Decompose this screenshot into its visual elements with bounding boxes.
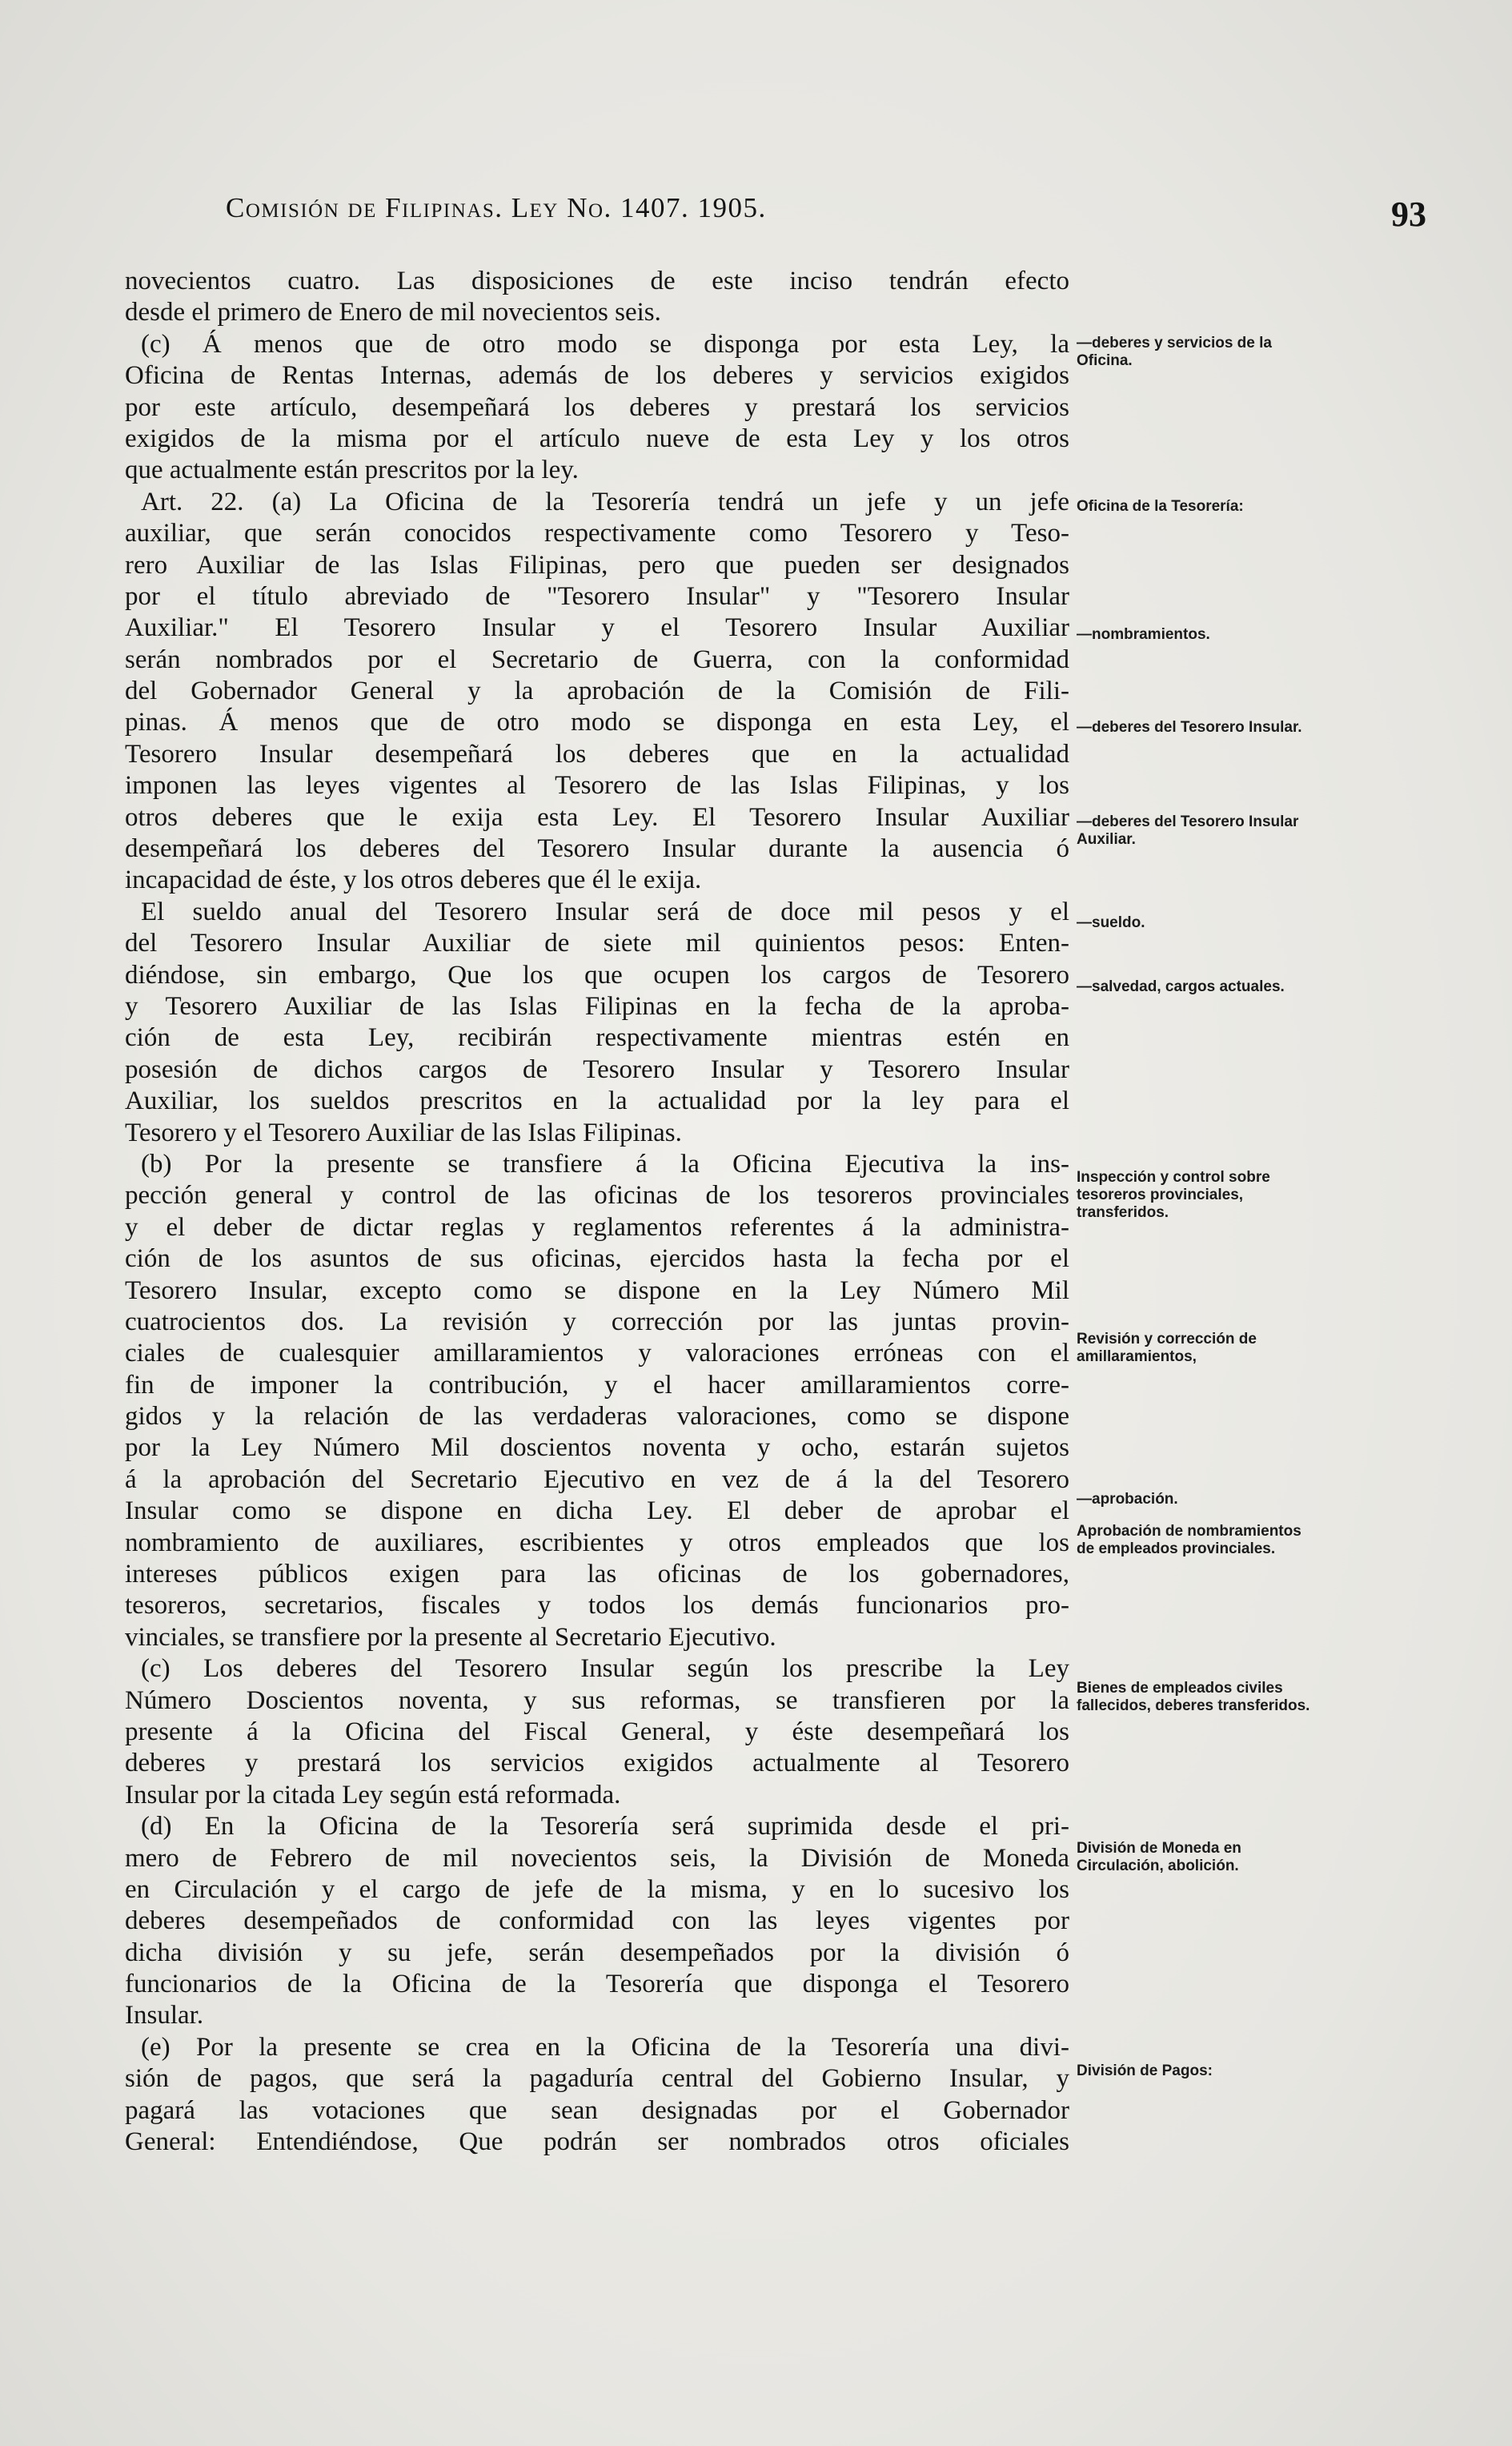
body-line: por el título abreviado de "Tesorero Insular" y "Tesorero Insular [125, 581, 1069, 611]
body-line: tesoreros, secretarios, fiscales y todos los demás funcionarios pro- [125, 1591, 1069, 1621]
body-line: (e) Por la presente se crea en la Oficina de la Tesorería una divi- [141, 2032, 1069, 2062]
body-line: y el deber de dictar reglas y reglamentos referentes á la administra- [125, 1212, 1069, 1242]
body-line: á la aprobación del Secretario Ejecutivo en vez de á la del Tesorero [125, 1464, 1069, 1494]
body-line: auxiliar, que serán conocidos respectivamente como Tesorero y Teso- [125, 519, 1069, 548]
body-line: exigidos de la misma por el artículo nueve de esta Ley y los otros [125, 424, 1069, 453]
body-line: y Tesorero Auxiliar de las Islas Filipinas en la fecha de la aproba- [125, 991, 1069, 1021]
page-number: 93 [1391, 195, 1426, 234]
body-line: Art. 22. (a) La Oficina de la Tesorería tendrá un jefe y un jefe [141, 487, 1069, 516]
body-line: en Circulación y el cargo de jefe de la misma, y en lo sucesivo los [125, 1874, 1069, 1904]
body-line: pección general y control de las oficinas de los tesoreros provinciales [125, 1181, 1069, 1211]
margin-note: Oficina de la Tesorería: [1077, 498, 1244, 515]
body-line: Número Doscientos noventa, y sus reformas, se transfieren por la [125, 1685, 1069, 1715]
margin-note: —salvedad, cargos actuales. [1077, 978, 1285, 995]
margin-note: Revisión y corrección de amillaramientos, [1077, 1331, 1257, 1365]
body-line: Insular por la citada Ley según está reformada. [125, 1780, 621, 1809]
body-line: gidos y la relación de las verdaderas valoraciones, como se dispone [125, 1402, 1069, 1432]
margin-note: —sueldo. [1077, 914, 1145, 931]
body-line: (c) Á menos que de otro modo se disponga por esta Ley, la [141, 329, 1069, 359]
margin-note: Bienes de empleados civiles fallecidos, deberes transferidos. [1077, 1680, 1310, 1714]
body-line: Tesorero y el Tesorero Auxiliar de las Islas Filipinas. [125, 1118, 682, 1147]
body-line: Insular como se dispone en dicha Ley. El deber de aprobar el [125, 1496, 1069, 1526]
body-line: cuatrocientos dos. La revisión y corrección por las juntas provin- [125, 1307, 1069, 1336]
body-line: El sueldo anual del Tesorero Insular será de doce mil pesos y el [141, 897, 1069, 926]
body-line: General: Entendiéndose, Que podrán ser nombrados otros oficiales [125, 2127, 1069, 2157]
body-line: ción de esta Ley, recibirán respectivamente mientras estén en [125, 1023, 1069, 1053]
margin-note: División de Pagos: [1077, 2062, 1213, 2079]
body-line: funcionarios de la Oficina de la Tesorería que disponga el Tesorero [125, 1970, 1069, 1999]
body-line: desempeñará los deberes del Tesorero Insular durante la ausencia ó [125, 834, 1069, 864]
body-line: intereses públicos exigen para las oficinas de los gobernadores, [125, 1560, 1069, 1589]
body-line: Oficina de Rentas Internas, además de los deberes y servicios exigidos [125, 361, 1069, 391]
margin-note: División de Moneda en Circulación, abolición. [1077, 1840, 1241, 1874]
body-line: pinas. Á menos que de otro modo se disponga en esta Ley, el [125, 708, 1069, 737]
body-line: deberes y prestará los servicios exigidos actualmente al Tesorero [125, 1749, 1069, 1778]
body-line: otros deberes que le exija esta Ley. El Tesorero Insular Auxiliar [125, 802, 1069, 832]
margin-note: —deberes del Tesorero Insular. [1077, 719, 1302, 736]
margin-note: —nombramientos. [1077, 626, 1210, 643]
body-line: que actualmente están prescritos por la ley. [125, 456, 579, 485]
margin-note: —deberes y servicios de la Oficina. [1077, 335, 1272, 369]
body-line: desde el primero de Enero de mil novecientos seis. [125, 298, 661, 327]
body-text [125, 266, 1069, 2158]
body-line: serán nombrados por el Secretario de Guerra, con la conformidad [125, 645, 1069, 674]
body-line: rero Auxiliar de las Islas Filipinas, pero que pueden ser designados [125, 550, 1069, 580]
body-line: presente á la Oficina del Fiscal General, y éste desempeñará los [125, 1717, 1069, 1746]
body-line: (b) Por la presente se transfiere á la Oficina Ejecutiva la ins- [141, 1149, 1069, 1179]
running-title: Comisión de Filipinas. Ley No. 1407. 1905. [226, 192, 767, 223]
body-line: dicha división y su jefe, serán desempeñados por la división ó [125, 1938, 1069, 1967]
margin-note: —aprobación. [1077, 1491, 1178, 1508]
body-line: diéndose, sin embargo, Que los que ocupen los cargos de Tesorero [125, 960, 1069, 990]
body-line: fin de imponer la contribución, y el hacer amillaramientos corre- [125, 1370, 1069, 1400]
body-line: (c) Los deberes del Tesorero Insular según los prescribe la Ley [141, 1654, 1069, 1684]
body-line: Tesorero Insular desempeñará los deberes que en la actualidad [125, 739, 1069, 769]
body-line: ciales de cualesquier amillaramientos y valoraciones erróneas con el [125, 1339, 1069, 1368]
body-line: por este artículo, desempeñará los deberes y prestará los servicios [125, 392, 1069, 422]
body-line: (d) En la Oficina de la Tesorería será suprimida desde el pri- [141, 1812, 1069, 1842]
body-line: imponen las leyes vigentes al Tesorero de las Islas Filipinas, y los [125, 771, 1069, 801]
body-line: incapacidad de éste, y los otros deberes que él le exija. [125, 866, 702, 895]
body-line: Tesorero Insular, excepto como se dispone en la Ley Número Mil [125, 1275, 1069, 1305]
margin-note: Inspección y control sobre tesoreros provinciales, transferidos. [1077, 1169, 1270, 1221]
body-line: nombramiento de auxiliares, escribientes y otros empleados que los [125, 1528, 1069, 1557]
body-line: del Gobernador General y la aprobación de la Comisión de Fili- [125, 677, 1069, 706]
body-line: del Tesorero Insular Auxiliar de siete mil quinientos pesos: Enten- [125, 929, 1069, 958]
body-line: Auxiliar." El Tesorero Insular y el Tesorero Insular Auxiliar [125, 613, 1069, 643]
body-line: ción de los asuntos de sus oficinas, ejercidos hasta la fecha por el [125, 1244, 1069, 1274]
body-line: novecientos cuatro. Las disposiciones de este inciso tendrán efecto [125, 267, 1069, 295]
margin-note: —deberes del Tesorero Insular Auxiliar. [1077, 813, 1299, 848]
body-line: por la Ley Número Mil doscientos noventa y ocho, estarán sujetos [125, 1433, 1069, 1463]
body-line: vinciales, se transfiere por la presente al Secretario Ejecutivo. [125, 1622, 776, 1652]
body-line: deberes desempeñados de conformidad con las leyes vigentes por [125, 1906, 1069, 1936]
body-line: posesión de dichos cargos de Tesorero Insular y Tesorero Insular [125, 1054, 1069, 1084]
body-line: sión de pagos, que será la pagaduría central del Gobierno Insular, y [125, 2064, 1069, 2094]
body-line: mero de Febrero de mil novecientos seis, la División de Moneda [125, 1843, 1069, 1873]
margin-note: Aprobación de nombramientos de empleados provinciales. [1077, 1523, 1301, 1557]
body-line: Insular. [125, 2001, 204, 2030]
body-line: pagará las votaciones que sean designadas por el Gobernador [125, 2095, 1069, 2125]
page-header [226, 186, 1474, 242]
body-line: Auxiliar, los sueldos prescritos en la actualidad por la ley para el [125, 1086, 1069, 1116]
